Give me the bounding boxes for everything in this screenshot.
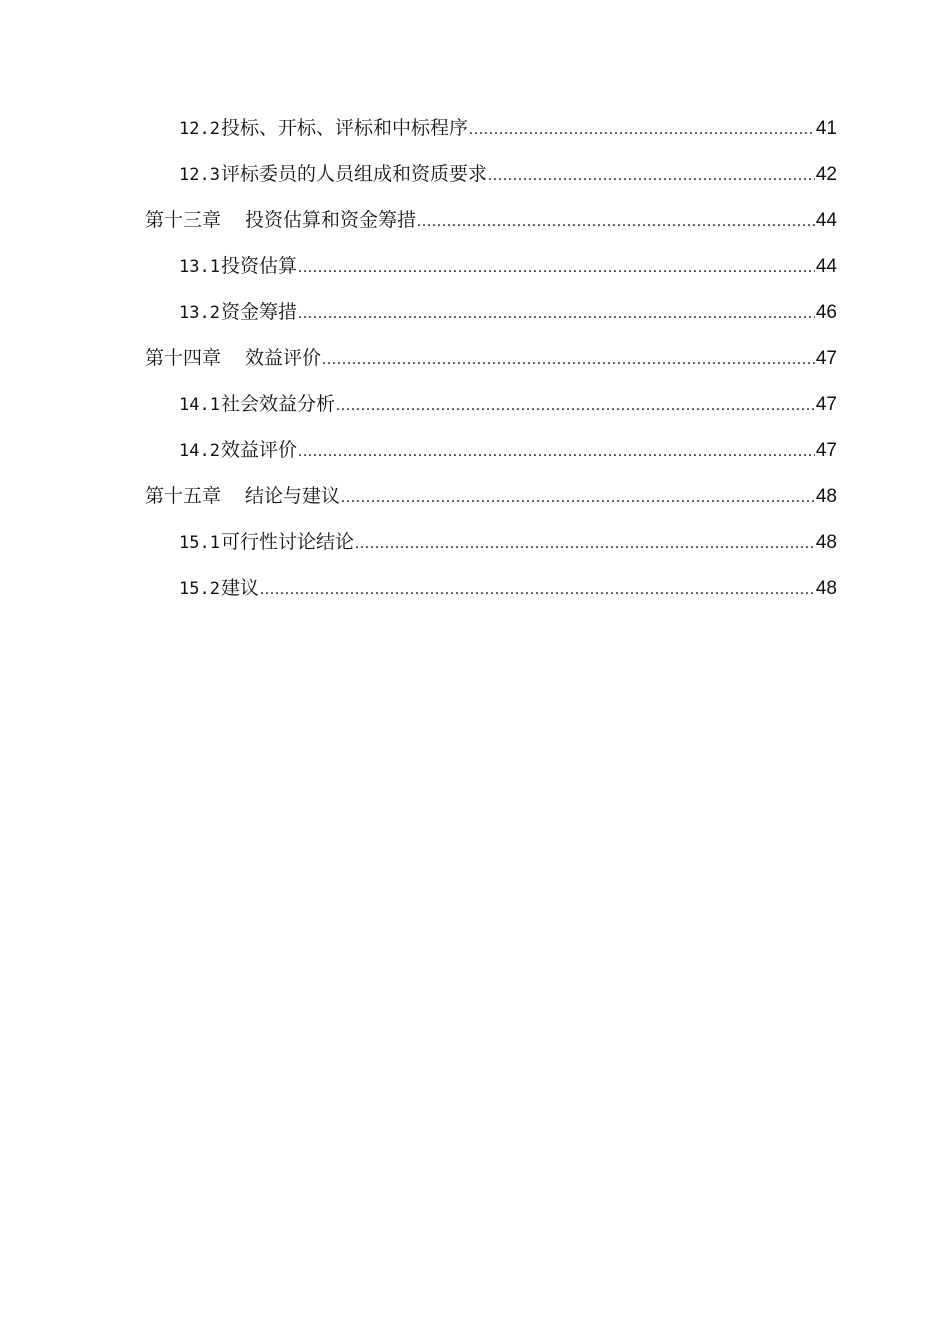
table-of-contents [145,113,837,619]
dot-leader [341,489,815,507]
section-number: 13.2 [179,303,220,323]
section-title: 资金筹措 [220,301,297,323]
page-number: 48 [815,532,837,553]
dot-leader [417,213,815,231]
toc-entry-15-2[interactable] [145,573,837,619]
dot-leader [336,397,815,415]
section-title: 评标委员的人员组成和资质要求 [220,163,487,185]
page-number: 44 [815,256,837,277]
section-number: 12.2 [179,119,220,139]
chapter-heading [145,205,416,232]
page-number: 47 [815,394,837,415]
dot-leader [488,167,815,185]
page-number: 48 [815,486,837,507]
chapter-label: 第十五章 [145,485,222,507]
toc-entry-chapter-13[interactable] [145,205,837,251]
page-number: 42 [815,164,837,185]
page-number: 48 [815,578,837,599]
toc-entry-chapter-15[interactable] [145,481,837,527]
chapter-title: 效益评价 [245,347,322,369]
chapter-label: 第十三章 [145,209,222,231]
page-number: 41 [815,118,837,139]
toc-entry-14-2[interactable] [145,435,837,481]
toc-entry-chapter-14[interactable] [145,343,837,389]
section-number: 15.1 [179,533,220,553]
page-number: 44 [815,210,837,231]
section-title: 效益评价 [220,439,297,461]
section-number: 12.3 [179,165,220,185]
page-number: 47 [815,440,837,461]
chapter-heading [145,481,340,508]
toc-entry-13-2[interactable] [145,297,837,343]
chapter-heading [145,343,321,370]
toc-entry-13-1[interactable] [145,251,837,297]
section-title: 社会效益分析 [220,393,335,415]
section-number: 14.2 [179,441,220,461]
toc-entry-12-3[interactable] [145,159,837,205]
dot-leader [298,259,815,277]
chapter-title: 结论与建议 [245,485,341,507]
dot-leader [355,535,815,553]
dot-leader [298,443,815,461]
dot-leader [298,305,815,323]
toc-entry-12-2[interactable] [145,113,837,159]
section-title: 建议 [220,577,259,599]
page-number: 46 [815,302,837,323]
toc-entry-15-1[interactable] [145,527,837,573]
toc-entry-14-1[interactable] [145,389,837,435]
dot-leader [322,351,815,369]
chapter-label: 第十四章 [145,347,222,369]
section-title: 投资估算 [220,255,297,277]
chapter-title: 投资估算和资金筹措 [245,209,417,231]
section-number: 14.1 [179,395,220,415]
dot-leader [260,581,815,599]
section-number: 13.1 [179,257,220,277]
section-title: 可行性讨论结论 [220,531,354,553]
section-title: 投标、开标、评标和中标程序 [220,117,468,139]
page-number: 47 [815,348,837,369]
section-number: 15.2 [179,579,220,599]
dot-leader [469,121,815,139]
